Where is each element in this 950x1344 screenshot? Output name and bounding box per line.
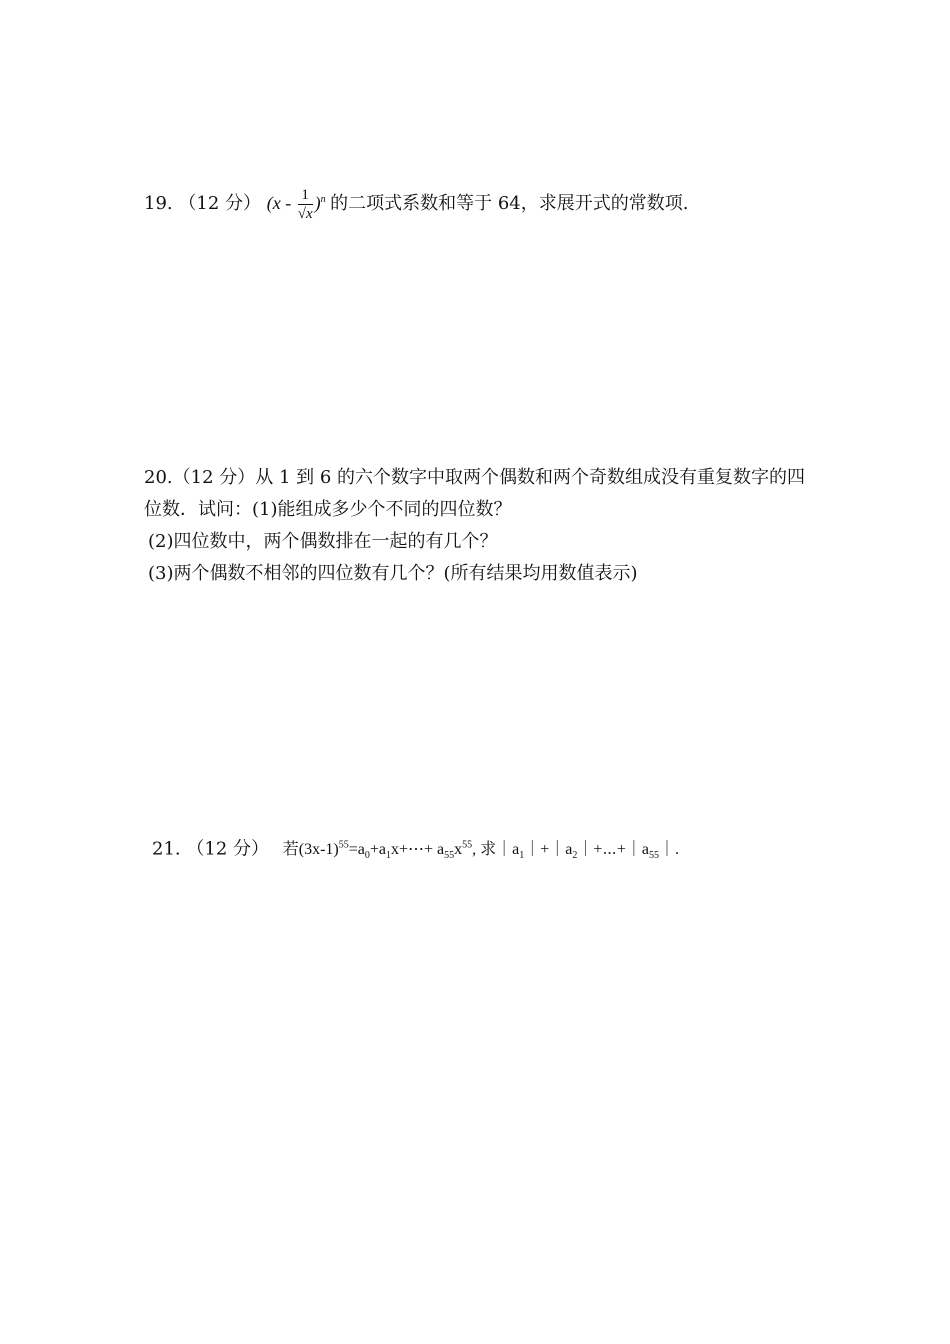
expansion-formula: 若$(3x-1)^{55}=a_0+a_1x+\cdots+ a_{55}x^{55}$, 求$|a_1|+|a_2|+\cdots+|a_{55}|$. bbox=[282, 840, 679, 862]
question-line: 20.（12 分）从 1 到 6 的六个数字中取两个偶数和两个奇数组成没有重复数字的四 bbox=[144, 467, 806, 488]
question-21 bbox=[152, 830, 679, 873]
question-points: （12 分） bbox=[186, 838, 270, 860]
fraction: $\frac{1}{√x}$ bbox=[297, 187, 313, 223]
question-number: 21. bbox=[152, 838, 181, 860]
binomial-expression: (x - $\frac{1}{√x}$ )$^n$ bbox=[266, 187, 326, 223]
question-19 bbox=[144, 184, 688, 223]
sub-question: (2)四位数中，两个偶数排在一起的有几个？ bbox=[148, 531, 498, 552]
exponent: n bbox=[320, 194, 326, 205]
question-points: （12 分） bbox=[178, 193, 262, 214]
question-line: 位数．试问：(1)能组成多少个不同的四位数？ bbox=[144, 499, 512, 520]
question-text: 的二项式系数和等于 64，求展开式的常数项. bbox=[330, 193, 689, 214]
question-number: 19. bbox=[144, 193, 173, 214]
sub-question: (3)两个偶数不相邻的四位数有几个？(所有结果均用数值表示) bbox=[148, 563, 638, 584]
question-20 bbox=[144, 462, 805, 590]
